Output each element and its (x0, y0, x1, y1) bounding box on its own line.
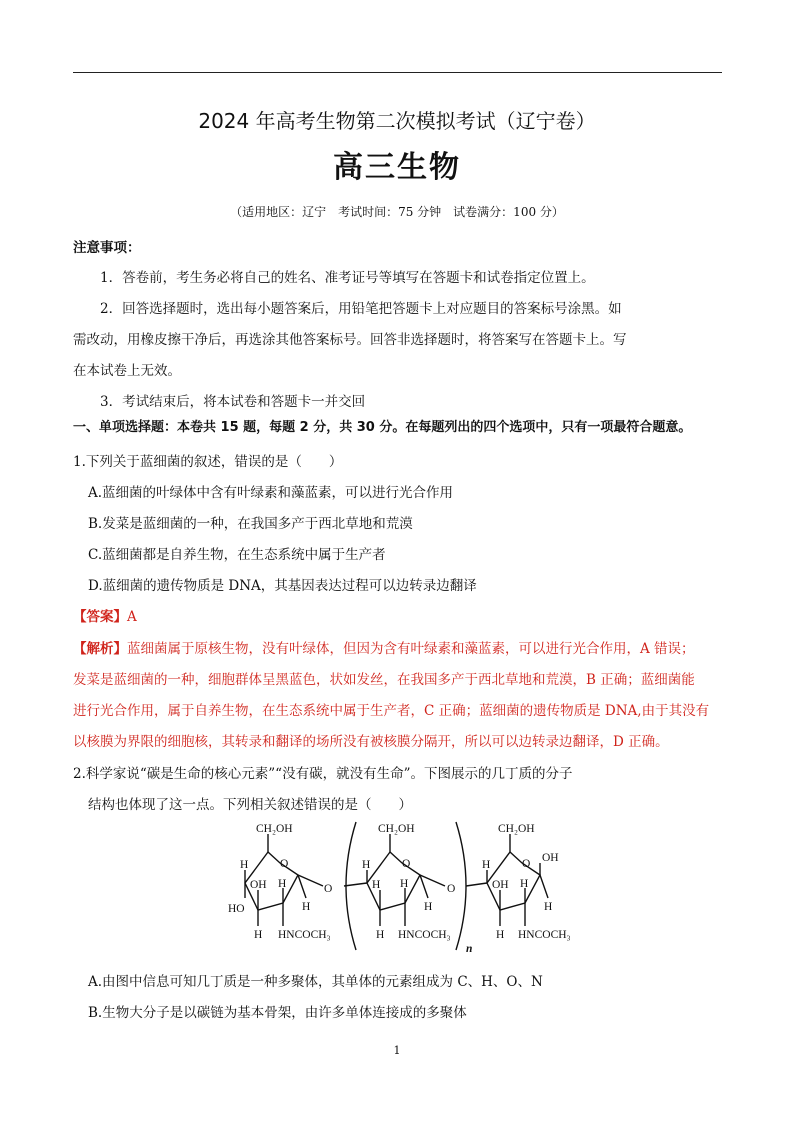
ring-oxygen-label: O (280, 858, 289, 870)
question-option: D.蓝细菌的遗传物质是 DNA，其基因表达过程可以边转录边翻译 (88, 578, 477, 594)
h-label: H (302, 901, 311, 913)
h-label: H (278, 878, 287, 890)
header-rule (73, 72, 722, 73)
h-label: H (362, 859, 371, 871)
glycosidic-oxygen-label: O (324, 883, 333, 895)
h-label: H (400, 878, 409, 890)
exam-meta: （适用地区：辽宁 考试时间：75 分钟 试卷满分：100 分） (230, 205, 564, 219)
h-label: H (424, 901, 433, 913)
notes-heading: 注意事项： (73, 240, 141, 256)
nhcoch3-label: HNCOCH₃ (398, 929, 451, 941)
ring-oxygen-label: O (402, 858, 411, 870)
note-line: 在本试卷上无效。 (73, 363, 181, 379)
h-label: H (376, 929, 385, 941)
h-label: H (520, 878, 529, 890)
question-option: A.由图中信息可知几丁质是一种多聚体，其单体的元素组成为 C、H、O、N (88, 974, 543, 990)
ch2oh-label: CH₂OH (498, 823, 535, 835)
oh-label: OH (542, 852, 559, 864)
oh-label: OH (492, 879, 509, 891)
question-option: B.发菜是蓝细菌的一种，在我国多产于西北草地和荒漠 (88, 516, 413, 532)
repeat-n-label: n (466, 943, 473, 955)
oh-label: OH (250, 879, 267, 891)
analysis-text: 蓝细菌属于原核生物，没有叶绿体，但因为含有叶绿素和藻蓝素，可以进行光合作用，A 错误； (127, 641, 695, 657)
nhcoch3-label: HNCOCH₃ (518, 929, 571, 941)
answer-line (73, 605, 137, 625)
note-line: 需改动，用橡皮擦干净后，再选涂其他答案标号。回答非选择题时，将答案写在答题卡上。写 (73, 332, 627, 348)
chitin-structure-diagram (228, 818, 588, 960)
note-line: 1．答卷前，考生务必将自己的姓名、准考证号等填写在答题卡和试卷指定位置上。 (100, 270, 595, 286)
ring-oxygen-label: O (522, 858, 531, 870)
exam-title: 2024 年高考生物第二次模拟考试（辽宁卷） (198, 109, 596, 133)
analysis-line: 以核膜为界限的细胞核，其转录和翻译的场所没有被核膜分隔开，所以可以边转录边翻译，D 正确。 (73, 734, 669, 750)
question-stem: 结构也体现了这一点。下列相关叙述错误的是（ ） (88, 797, 412, 813)
ch2oh-label: CH₂OH (256, 823, 293, 835)
analysis-line: 发菜是蓝细菌的一种，细胞群体呈黑蓝色，状如发丝，在我国多产于西北草地和荒漠，B 正确；蓝细菌能 (73, 672, 695, 688)
ch2oh-label: CH₂OH (378, 823, 415, 835)
note-line: 3．考试结束后，将本试卷和答题卡一并交回 (100, 394, 366, 410)
h-label: H (240, 859, 249, 871)
section-title: 一、单项选择题：本卷共 15 题，每题 2 分，共 30 分。在每题列出的四个选项中，只有一项最符合题意。 (73, 420, 692, 435)
analysis-label: 【解析】 (73, 641, 127, 657)
h-label: H (544, 901, 553, 913)
nhcoch3-label: HNCOCH₃ (278, 929, 331, 941)
h-label: H (482, 859, 491, 871)
h-label: H (372, 879, 381, 891)
question-option: C.蓝细菌都是自养生物，在生态系统中属于生产者 (88, 547, 386, 563)
analysis-line: 进行光合作用，属于自养生物，在生态系统中属于生产者，C 正确；蓝细菌的遗传物质是 DNA,由于其没有 (73, 703, 710, 719)
h-label: H (254, 929, 263, 941)
h-label: H (496, 929, 505, 941)
glycosidic-oxygen-label: O (447, 883, 456, 895)
answer-label: 【答案】 (73, 609, 127, 625)
page-number: 1 (393, 1044, 401, 1057)
question-stem: 2.科学家说“碳是生命的核心元素”“没有碳，就没有生命”。下图展示的几丁质的分子 (73, 766, 573, 782)
analysis-line (73, 637, 695, 657)
note-line: 2．回答选择题时，选出每小题答案后，用铅笔把答题卡上对应题目的答案标号涂黑。如 (100, 301, 622, 317)
subject-title: 高三生物 (333, 150, 461, 185)
question-stem: 1.下列关于蓝细菌的叙述，错误的是（ ） (73, 454, 343, 470)
answer-value: A (127, 609, 137, 625)
question-option: B.生物大分子是以碳链为基本骨架，由许多单体连接成的多聚体 (88, 1005, 467, 1021)
question-option: A.蓝细菌的叶绿体中含有叶绿素和藻蓝素，可以进行光合作用 (88, 485, 454, 501)
ho-label: HO (228, 903, 245, 915)
